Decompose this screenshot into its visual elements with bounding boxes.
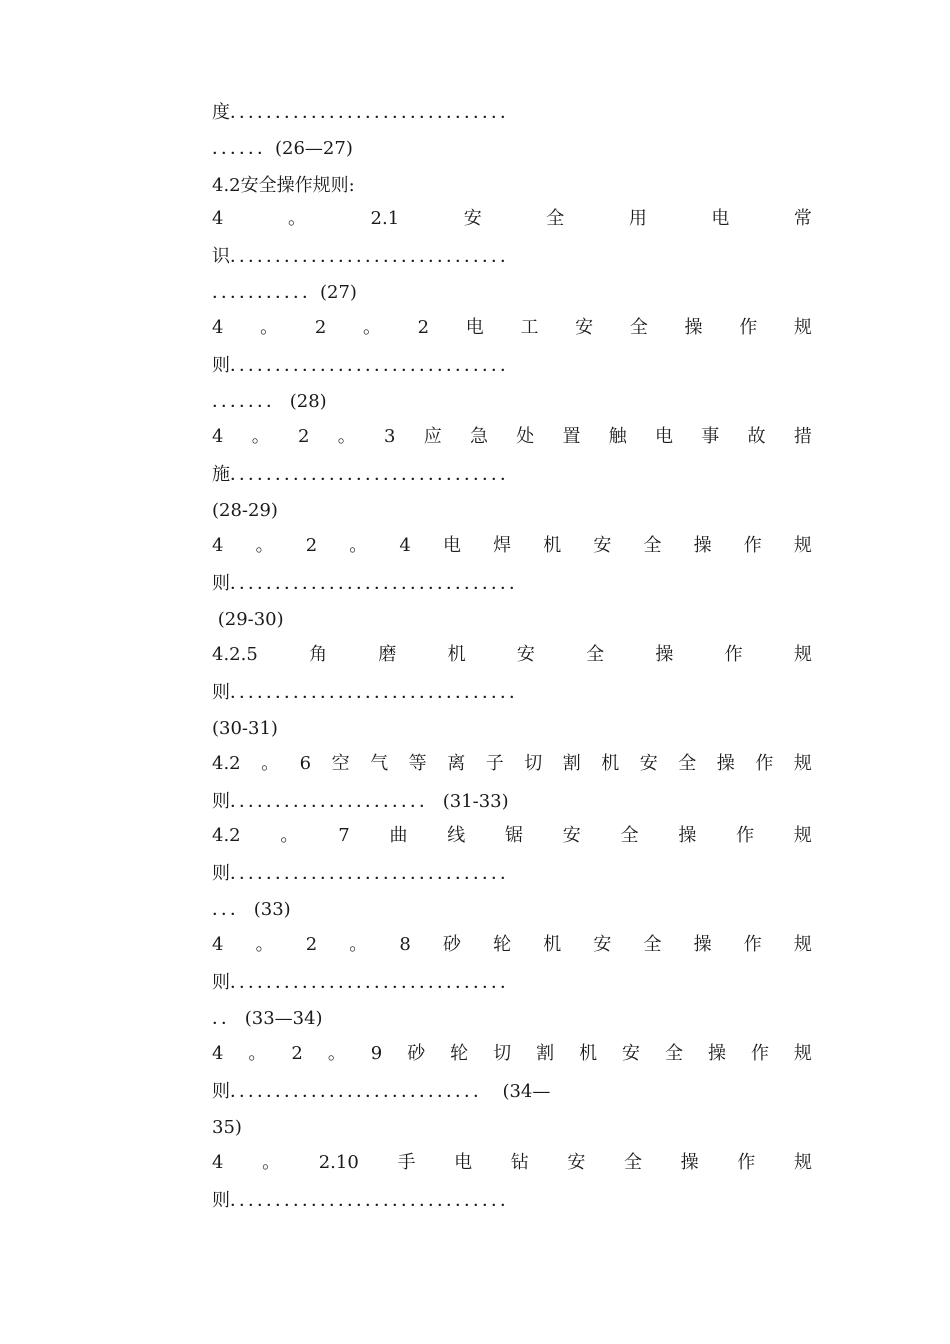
- toc-token: 焊: [493, 535, 512, 556]
- toc-token: 。: [288, 208, 306, 229]
- toc-token: 操: [655, 644, 674, 665]
- toc-token: 。: [349, 934, 368, 955]
- toc-token: 割: [536, 1043, 555, 1064]
- toc-token: 切: [493, 1043, 512, 1064]
- toc-line: [212, 315, 812, 341]
- toc-token: 全: [643, 535, 662, 556]
- toc-token: 规: [793, 317, 812, 338]
- toc-token: 2.1: [370, 208, 400, 229]
- toc-line: 则．．．．．．．．．．．．．．．．．．．．．．．．．．．．．．．: [212, 355, 518, 376]
- toc-token: 轮: [493, 934, 512, 955]
- toc-token: 事: [701, 426, 720, 447]
- toc-token: 电: [465, 317, 484, 338]
- toc-token: 。: [349, 535, 368, 556]
- toc-token: 机: [543, 535, 562, 556]
- toc-line: 则．．．．．．．．．．．．．．．．．．．．．． (31-33): [212, 791, 509, 812]
- toc-token: 等: [408, 753, 427, 774]
- toc-token: 措: [793, 426, 812, 447]
- toc-token: 砂: [407, 1043, 426, 1064]
- toc-token: 全: [624, 1152, 643, 1173]
- toc-token: 2: [314, 317, 327, 338]
- toc-token: 安: [639, 753, 658, 774]
- toc-token: 操: [693, 934, 712, 955]
- toc-token: 操: [707, 1043, 726, 1064]
- toc-line: ．．．．．．(26—27): [212, 138, 353, 159]
- toc-token: 安: [593, 535, 612, 556]
- toc-token: 4: [212, 426, 224, 447]
- toc-token: 安: [575, 317, 594, 338]
- toc-token: 全: [546, 208, 565, 229]
- toc-token: 安: [567, 1152, 586, 1173]
- toc-token: 4: [212, 317, 224, 338]
- toc-token: 全: [620, 825, 639, 846]
- toc-line: ．．．．．．． (28): [212, 391, 327, 412]
- toc-line: 施．．．．．．．．．．．．．．．．．．．．．．．．．．．．．．．: [212, 464, 518, 485]
- toc-token: 3: [383, 426, 396, 447]
- toc-token: 全: [665, 1043, 684, 1064]
- toc-token: 规: [793, 535, 812, 556]
- toc-line: 则．．．．．．．．．．．．．．．．．．．．．．．．．．．．．．．．: [212, 573, 527, 594]
- toc-token: 安: [562, 825, 581, 846]
- toc-token: 2: [305, 934, 318, 955]
- toc-line: [212, 1150, 812, 1176]
- toc-line: (29-30): [212, 609, 284, 630]
- toc-token: 4.2.5: [212, 644, 258, 665]
- toc-token: 9: [370, 1043, 383, 1064]
- toc-token: 6: [299, 753, 312, 774]
- toc-token: 作: [743, 934, 762, 955]
- toc-token: 子: [485, 753, 504, 774]
- toc-token: 割: [562, 753, 581, 774]
- toc-token: 。: [262, 1152, 281, 1173]
- toc-token: 机: [579, 1043, 598, 1064]
- toc-line: [212, 533, 812, 559]
- toc-token: 急: [469, 426, 488, 447]
- toc-token: 工: [520, 317, 539, 338]
- toc-token: 规: [793, 753, 812, 774]
- toc-token: 电: [655, 426, 674, 447]
- toc-token: 7: [338, 825, 350, 846]
- toc-token: 4: [399, 535, 411, 556]
- toc-token: 2.10: [318, 1152, 359, 1173]
- toc-token: 规: [793, 644, 812, 665]
- toc-token: 。: [362, 317, 381, 338]
- toc-token: 作: [724, 644, 743, 665]
- toc-token: 轮: [450, 1043, 469, 1064]
- toc-line: [212, 206, 812, 232]
- toc-token: 手: [397, 1152, 416, 1173]
- toc-token: 。: [251, 426, 270, 447]
- toc-token: 4.2: [212, 753, 241, 774]
- toc-token: 安: [622, 1043, 641, 1064]
- toc-token: 安: [593, 934, 612, 955]
- toc-token: 2: [417, 317, 430, 338]
- toc-token: 规: [793, 1152, 812, 1173]
- toc-token: 2: [305, 535, 318, 556]
- toc-token: 作: [739, 317, 758, 338]
- toc-token: 机: [543, 934, 562, 955]
- toc-token: 离: [447, 753, 466, 774]
- toc-token: 。: [255, 535, 274, 556]
- toc-token: 操: [716, 753, 735, 774]
- toc-line: [212, 823, 812, 849]
- toc-line: 度．．．．．．．．．．．．．．．．．．．．．．．．．．．．．．．: [212, 102, 518, 123]
- toc-token: 安: [463, 208, 482, 229]
- toc-token: 8: [399, 934, 411, 955]
- toc-token: 常: [793, 208, 812, 229]
- toc-token: 置: [562, 426, 581, 447]
- toc-token: 。: [327, 1043, 346, 1064]
- toc-token: 。: [280, 825, 299, 846]
- toc-token: 曲: [389, 825, 408, 846]
- toc-token: 钻: [510, 1152, 529, 1173]
- toc-token: 电: [711, 208, 730, 229]
- toc-token: 规: [793, 934, 812, 955]
- toc-line: ．． (33—34): [212, 1008, 323, 1029]
- toc-token: 2: [297, 426, 310, 447]
- toc-token: 作: [755, 753, 774, 774]
- toc-token: 电: [442, 535, 461, 556]
- toc-token: 作: [750, 1043, 769, 1064]
- toc-line: 4.2安全操作规则:: [212, 175, 355, 196]
- toc-token: 砂: [442, 934, 461, 955]
- toc-token: 电: [454, 1152, 473, 1173]
- toc-line: 识．．．．．．．．．．．．．．．．．．．．．．．．．．．．．．．: [212, 246, 518, 267]
- toc-token: 规: [793, 825, 812, 846]
- toc-token: 机: [601, 753, 620, 774]
- toc-token: 空: [331, 753, 350, 774]
- toc-line: 则．．．．．．．．．．．．．．．．．．．．．．．．．．．．．．．: [212, 863, 518, 884]
- toc-token: 。: [260, 317, 279, 338]
- toc-line: [212, 1041, 812, 1067]
- toc-line: [212, 751, 812, 777]
- toc-line: ．．． (33): [212, 899, 291, 920]
- toc-token: 。: [255, 934, 274, 955]
- toc-token: 4: [212, 1043, 224, 1064]
- toc-token: 全: [678, 753, 697, 774]
- toc-line: 35): [212, 1117, 242, 1138]
- toc-token: 。: [248, 1043, 267, 1064]
- toc-token: 作: [736, 825, 755, 846]
- toc-token: 规: [793, 1043, 812, 1064]
- toc-token: 全: [643, 934, 662, 955]
- toc-token: 线: [447, 825, 466, 846]
- toc-token: 4.2: [212, 825, 241, 846]
- toc-token: 角: [309, 644, 328, 665]
- toc-token: 操: [680, 1152, 699, 1173]
- toc-line: 则．．．．．．．．．．．．．．．．．．．．．．．．．．．．．．．．: [212, 682, 527, 703]
- toc-token: 操: [693, 535, 712, 556]
- toc-line: [212, 932, 812, 958]
- toc-token: 机: [447, 644, 466, 665]
- toc-token: 4: [212, 1152, 224, 1173]
- toc-token: 。: [261, 753, 280, 774]
- toc-line: ．．．．．．．．．．．(27): [212, 282, 357, 303]
- toc-line: 则．．．．．．．．．．．．．．．．．．．．．．．．．．．． (34—: [212, 1081, 551, 1102]
- toc-token: 4: [212, 535, 224, 556]
- toc-token: 触: [608, 426, 627, 447]
- toc-token: 磨: [378, 644, 397, 665]
- toc-token: 2: [291, 1043, 303, 1064]
- toc-token: 故: [747, 426, 766, 447]
- toc-token: 。: [337, 426, 356, 447]
- toc-line: 则．．．．．．．．．．．．．．．．．．．．．．．．．．．．．．．: [212, 972, 518, 993]
- toc-line: [212, 424, 812, 450]
- toc-line: [212, 642, 812, 668]
- toc-token: 4: [212, 208, 224, 229]
- toc-line: 则．．．．．．．．．．．．．．．．．．．．．．．．．．．．．．．: [212, 1190, 518, 1211]
- toc-token: 处: [516, 426, 535, 447]
- toc-token: 全: [586, 644, 605, 665]
- toc-token: 作: [743, 535, 762, 556]
- toc-token: 全: [629, 317, 648, 338]
- toc-token: 切: [524, 753, 543, 774]
- toc-token: 作: [737, 1152, 756, 1173]
- toc-token: 应: [423, 426, 442, 447]
- toc-line: (28-29): [212, 500, 278, 521]
- toc-token: 操: [684, 317, 703, 338]
- toc-token: 4: [212, 934, 224, 955]
- toc-token: 用: [628, 208, 647, 229]
- toc-token: 锯: [505, 825, 523, 846]
- toc-token: 操: [678, 825, 697, 846]
- toc-line: (30-31): [212, 718, 278, 739]
- toc-token: 气: [370, 753, 389, 774]
- toc-token: 安: [516, 644, 535, 665]
